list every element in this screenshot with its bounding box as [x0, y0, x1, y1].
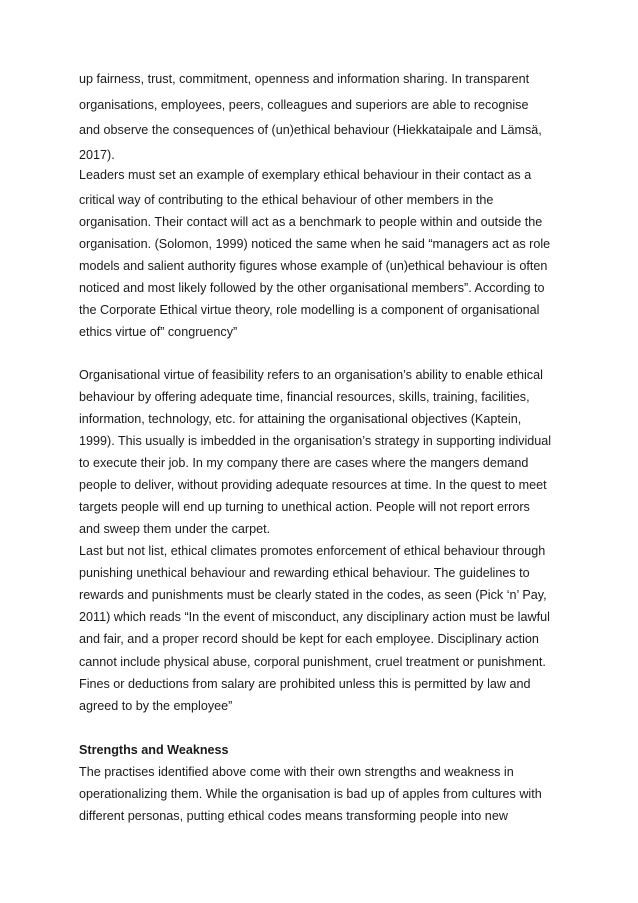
text-line: Fines or deductions from salary are prohibited unless this is permitted by law and: [79, 677, 531, 691]
text-line: Leaders must set an example of exemplary ethical behaviour in their contact as a: [79, 168, 532, 182]
text-line: 2017).: [79, 148, 115, 162]
text-line: organisation. Their contact will act as a benchmark to people within and outside the: [79, 215, 543, 229]
text-line: noticed and most likely followed by the other organisational members”. According to: [79, 281, 545, 295]
text-line: targets people will end up turning to unethical action. People will not report errors: [79, 500, 530, 514]
text-line: critical way of contributing to the ethical behaviour of other members in the: [79, 193, 494, 207]
text-line: cannot include physical abuse, corporal punishment, cruel treatment or punishment.: [79, 655, 546, 669]
text-line: different personas, putting ethical codes means transforming people into new: [79, 809, 508, 823]
text-line: and sweep them under the carpet.: [79, 522, 271, 536]
text-line: people to deliver, without providing adequate resources at time. In the quest to meet: [79, 478, 547, 492]
text-line: 2011) which reads “In the event of misconduct, any disciplinary action must be lawful: [79, 610, 550, 624]
text-line: The practises identified above come with their own strengths and weakness in: [79, 765, 514, 779]
section-heading: Strengths and Weakness: [79, 743, 229, 757]
text-line: rewards and punishments must be clearly stated in the codes, as seen (Pick ‘n’ Pay,: [79, 588, 547, 602]
text-line: 1999). This usually is imbedded in the organisation’s strategy in supporting individual: [79, 434, 552, 448]
text-line: information, technology, etc. for attaining the organisational objectives (Kaptein,: [79, 412, 522, 426]
text-line: ethics virtue of” congruency”: [79, 325, 238, 339]
text-line: organisation. (Solomon, 1999) noticed the same when he said “managers act as role: [79, 237, 551, 251]
text-line: operationalizing them. While the organisation is bad up of apples from cultures with: [79, 787, 542, 801]
text-line: and fair, and a proper record should be kept for each employee. Disciplinary action: [79, 632, 539, 646]
text-line: Last but not list, ethical climates promotes enforcement of ethical behaviour through: [79, 544, 546, 558]
text-line: organisations, employees, peers, colleagues and superiors are able to recognise: [79, 98, 529, 112]
text-line: models and salient authority figures whose example of (un)ethical behaviour is often: [79, 259, 548, 273]
text-line: the Corporate Ethical virtue theory, role modelling is a component of organisational: [79, 303, 540, 317]
text-line: up fairness, trust, commitment, openness and information sharing. In transparent: [79, 72, 530, 86]
text-line: to execute their job. In my company there are cases where the mangers demand: [79, 456, 529, 470]
text-line: behaviour by offering adequate time, financial resources, skills, training, facilities,: [79, 390, 530, 404]
text-line: and observe the consequences of (un)ethical behaviour (Hiekkataipale and Lämsä,: [79, 123, 542, 137]
text-line: punishing unethical behaviour and rewarding ethical behaviour. The guidelines to: [79, 566, 530, 580]
text-line: agreed to by the employee”: [79, 699, 233, 713]
text-line: Organisational virtue of feasibility refers to an organisation’s ability to enable ethical: [79, 368, 543, 382]
